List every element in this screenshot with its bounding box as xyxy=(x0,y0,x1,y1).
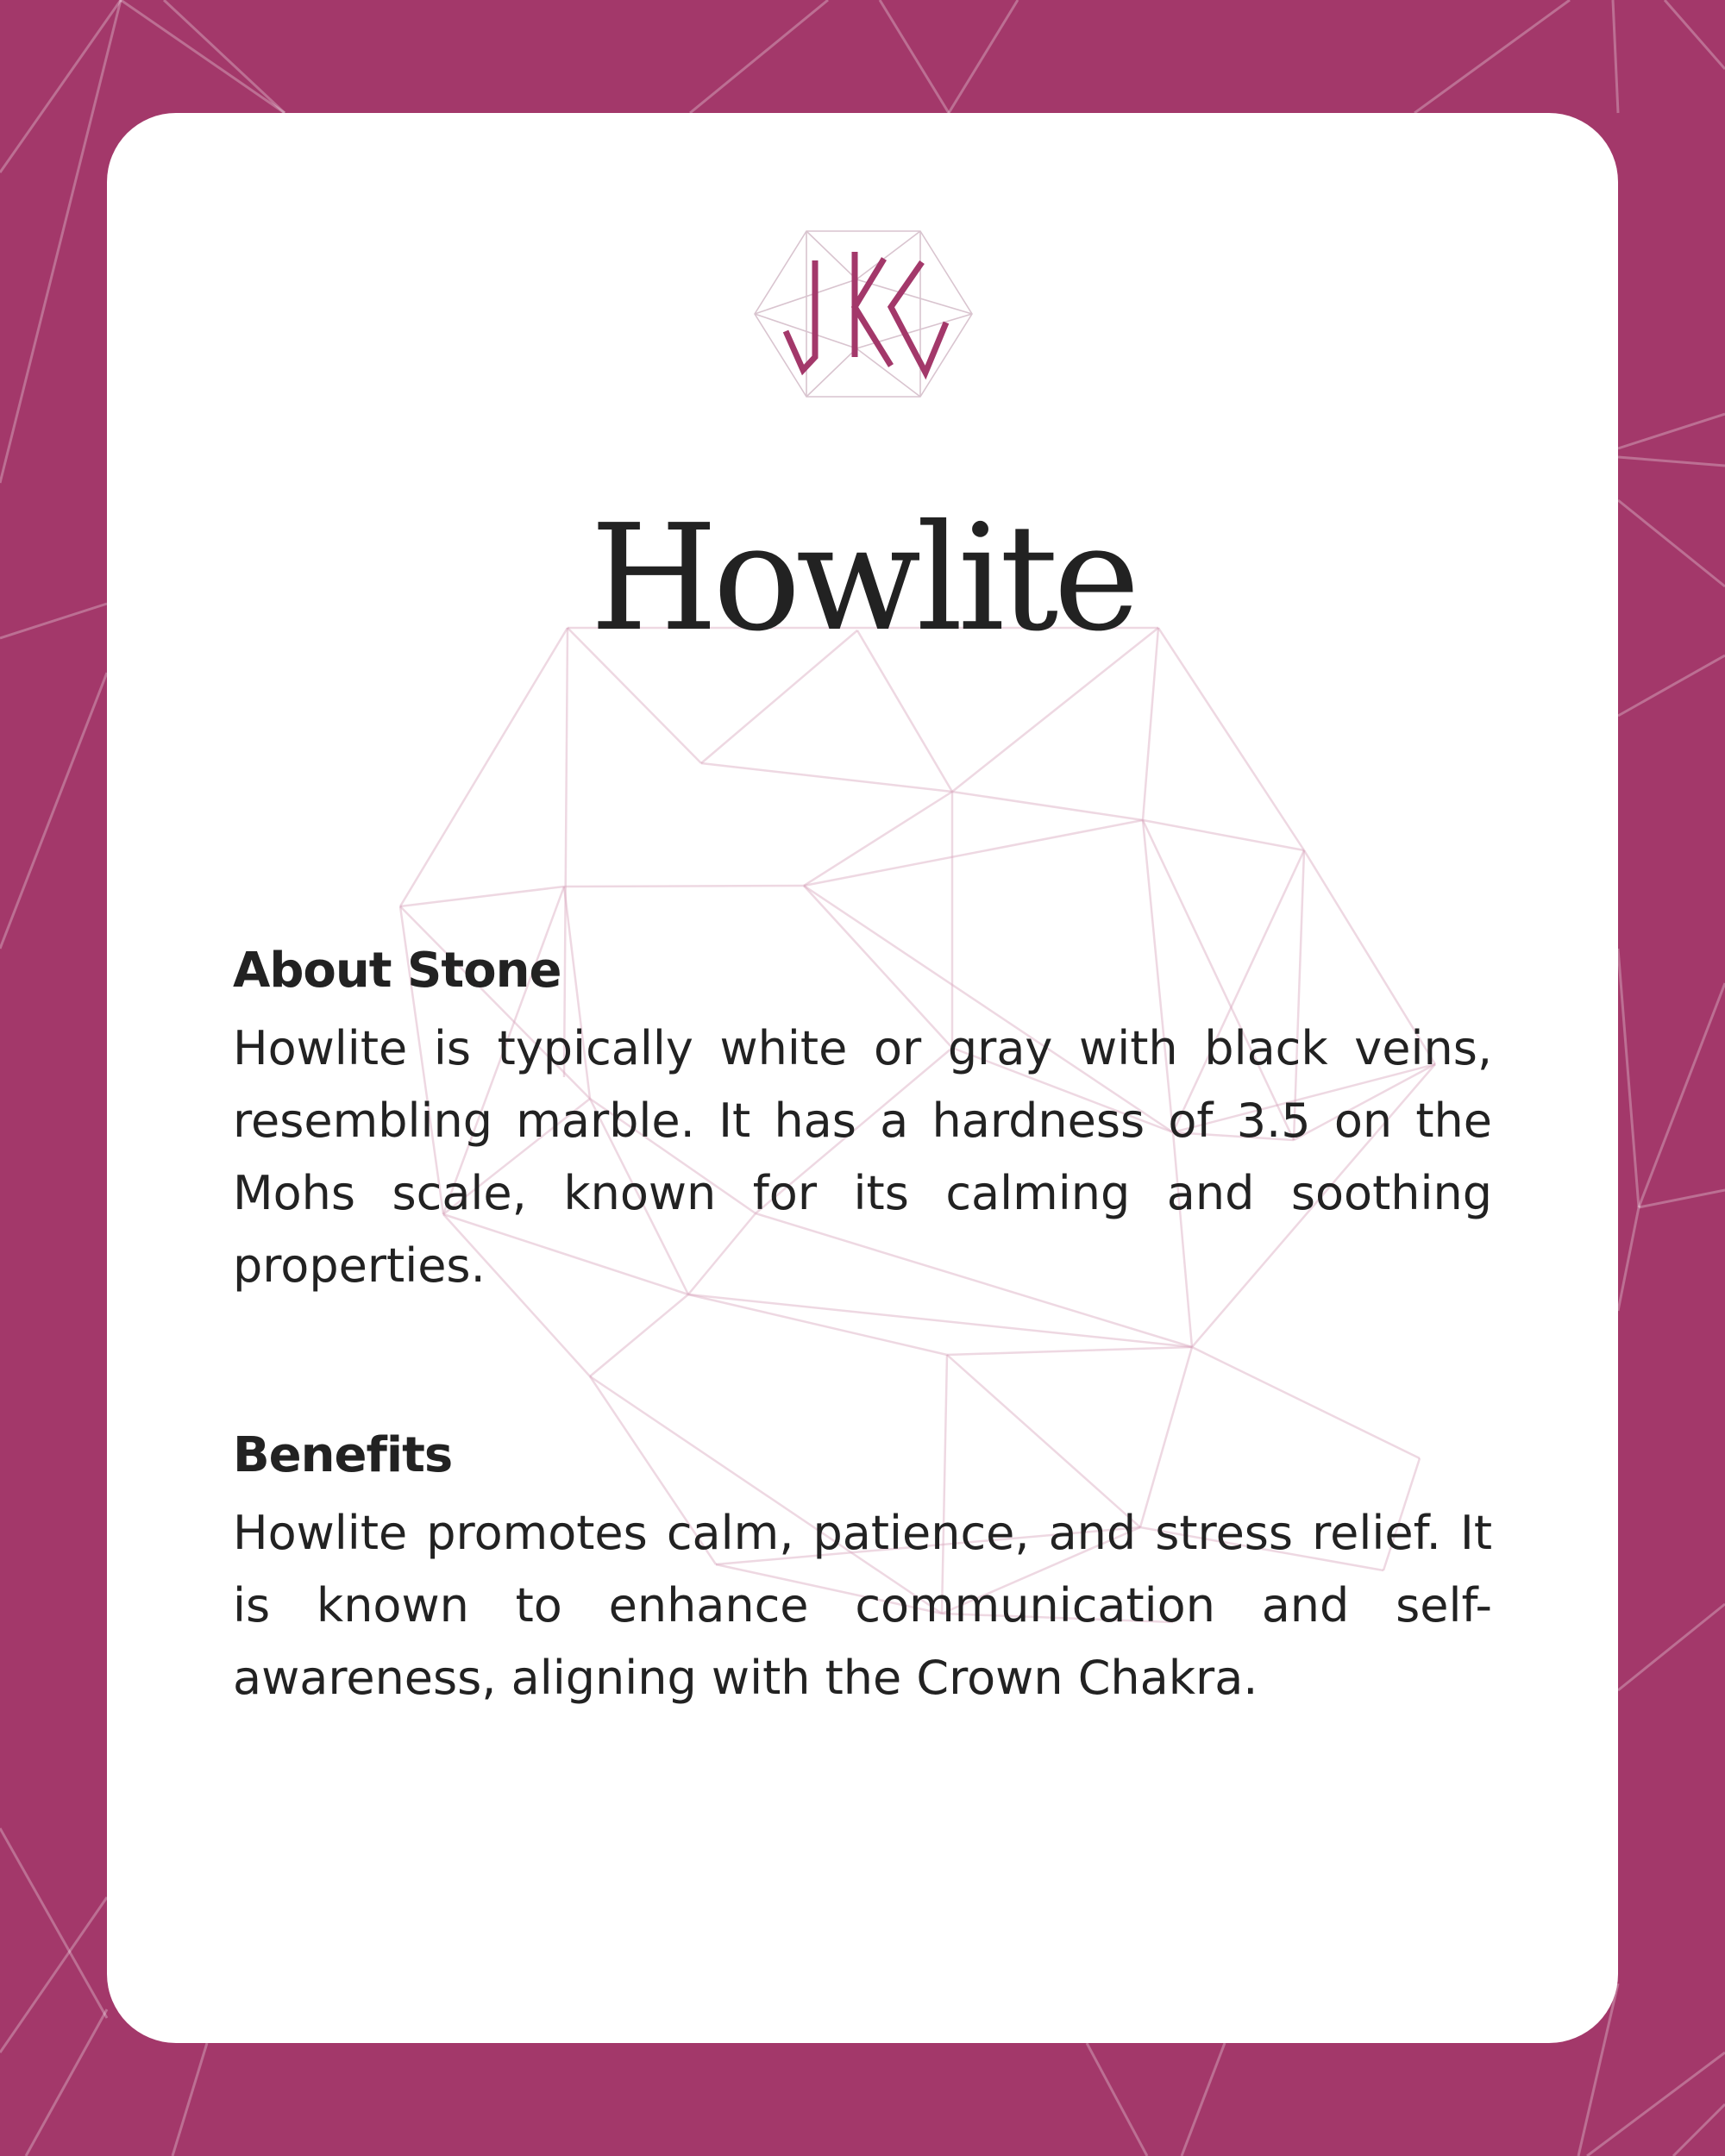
section-heading: About Stone xyxy=(233,943,561,999)
section-body: Howlite is typically white or gray with black veins, resembling marble. It has a hardness of 3.5 on the Mohs scale, known for its calming and soothing properties. xyxy=(233,1021,1492,1293)
logo-monogram xyxy=(753,228,974,400)
section-about-stone xyxy=(233,937,1492,1302)
section-body: Howlite promotes calm, patience, and stress relief. It is known to enhance communication and self-awareness, aligning with the Crown Chakra. xyxy=(233,1506,1492,1705)
section-heading: Benefits xyxy=(233,1427,453,1483)
hexagon-gem-monogram-icon xyxy=(755,231,972,397)
page-title: Howlite xyxy=(590,493,1135,664)
stone-card xyxy=(107,113,1618,2043)
section-benefits xyxy=(233,1421,1492,1714)
